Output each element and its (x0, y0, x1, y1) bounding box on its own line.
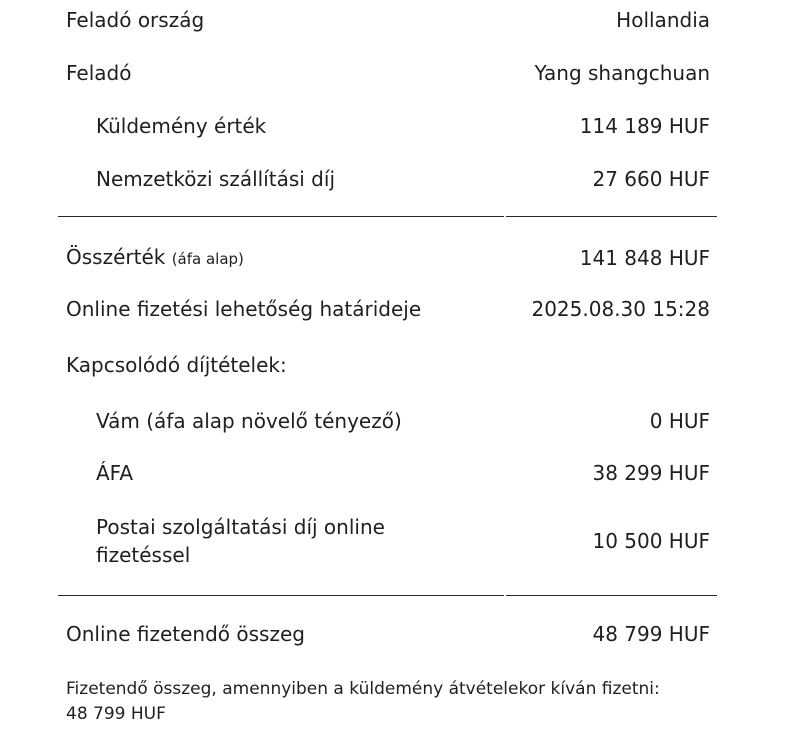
customs-row (66, 408, 710, 434)
related-fees-heading: Kapcsolódó díjtételek: (66, 353, 287, 377)
total-label: Összérték (66, 245, 166, 269)
deadline-value: 2025.08.30 15:28 (531, 297, 710, 321)
sender-value: Yang shangchuan (534, 61, 710, 85)
customs-value: 0 HUF (649, 409, 710, 433)
vat-label: ÁFA (96, 461, 134, 485)
postal-fee-label (66, 513, 385, 569)
postal-fee-row (66, 513, 710, 569)
vat-row (66, 460, 710, 486)
divider-right (506, 216, 717, 217)
intl-shipping-label: Nemzetközi szállítási díj (96, 167, 335, 191)
total-note: (áfa alap) (171, 250, 244, 268)
sender-country-row (66, 7, 710, 33)
sender-row (66, 60, 710, 86)
deadline-row (66, 296, 710, 322)
payment-footnote: Fizetendő összeg, amennyiben a küldemény átvételekor kíván fizetni: 48 799 HUF (66, 679, 660, 724)
online-amount-label: Online fizetendő összeg (66, 622, 305, 646)
divider-left-2 (58, 595, 504, 596)
sender-label: Feladó (66, 61, 132, 85)
online-amount-value: 48 799 HUF (592, 622, 710, 646)
divider-left (58, 216, 504, 217)
sender-country-label: Feladó ország (66, 8, 205, 32)
vat-value: 38 299 HUF (592, 461, 710, 485)
related-fees-heading-row (66, 352, 710, 378)
item-value-row (66, 113, 710, 139)
online-amount-row (66, 621, 710, 647)
divider-right-2 (506, 595, 717, 596)
postal-fee-label-line2: fizetéssel (96, 543, 191, 567)
sender-country-value: Hollandia (616, 8, 710, 32)
total-value: 141 848 HUF (579, 246, 710, 270)
intl-shipping-amount: 27 660 HUF (592, 167, 710, 191)
item-value-amount: 114 189 HUF (579, 114, 710, 138)
total-label-group (66, 244, 244, 272)
postal-fee-value: 10 500 HUF (592, 529, 710, 553)
item-value-label: Küldemény érték (96, 114, 267, 138)
intl-shipping-row (66, 166, 710, 192)
customs-label: Vám (áfa alap növelő tényező) (96, 409, 402, 433)
deadline-label: Online fizetési lehetőség határideje (66, 297, 422, 321)
postal-fee-label-line1: Postai szolgáltatási díj online (96, 515, 385, 539)
total-row (66, 244, 710, 272)
